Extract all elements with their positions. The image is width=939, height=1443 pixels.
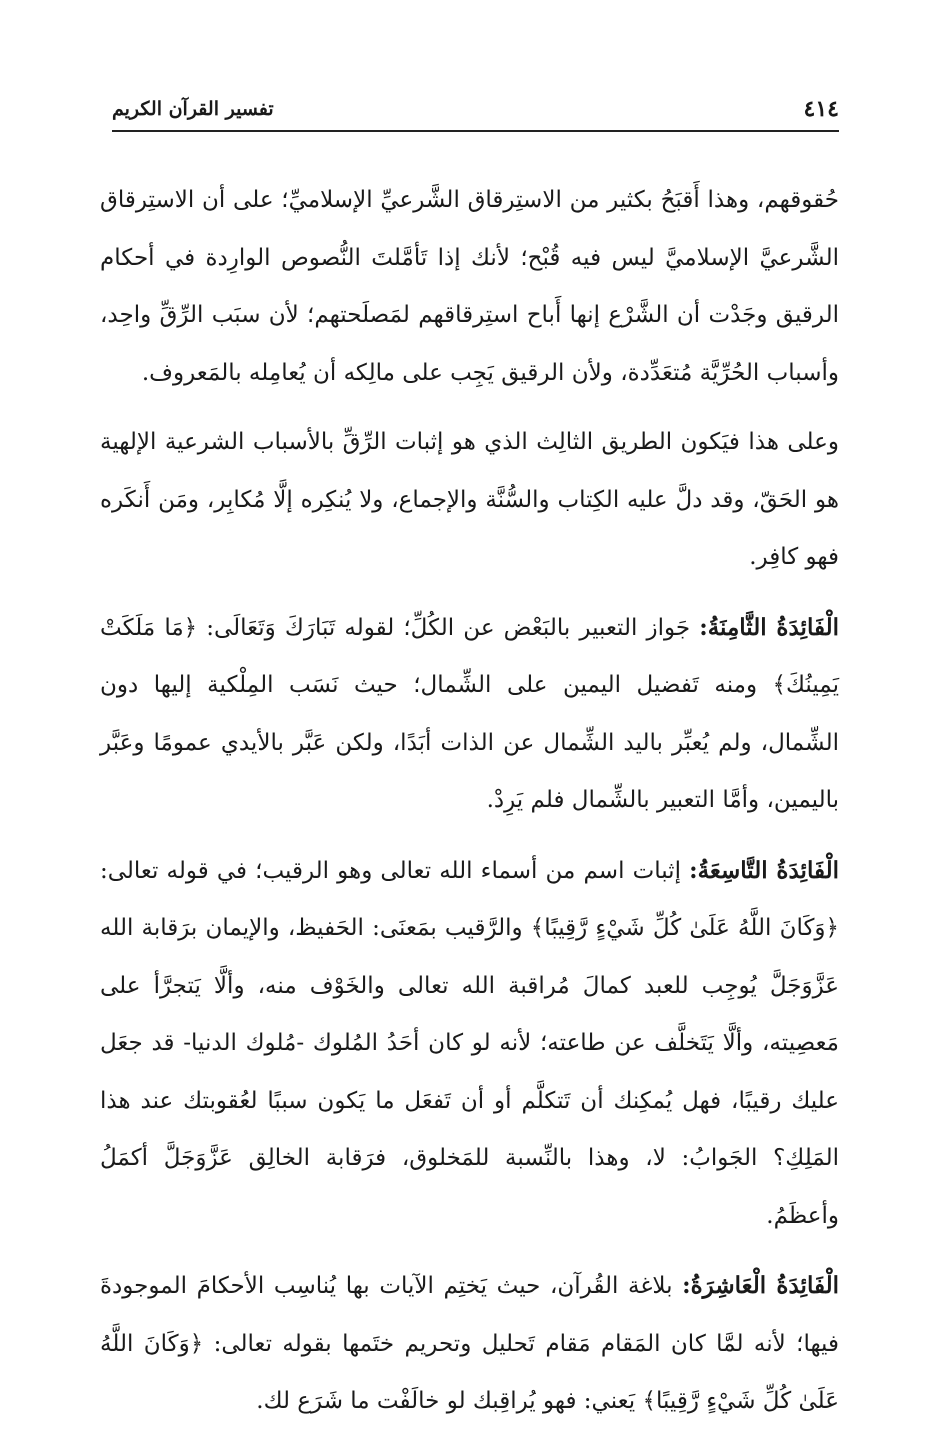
benefit-heading: الْفَائِدَةُ الْعَاشِرَةُ: [682, 1272, 839, 1299]
page-number: ٤١٤ [803, 96, 839, 122]
paragraph-text: حُقوقهم، وهذا أَقبَحُ بكثير من الاستِرقاق الشَّرعيِّ الإسلاميِّ؛ على أن الاستِرقاق الشَّرعيَّ الإسلاميَّ ليس فيه قُبْح؛ لأنك إذا تَأمَّلتَ النُّصوص الوارِدة في أحكام الرقيق وجَدْت أن الشَّرْع إنها أَباح استِرقاقهم لمَصلَحتهم؛ لأن سبَب الرِّقِّ واحِد، وأسباب الحُرِّيَّة مُتعَدِّدة، ولأن الرقيق يَجِب على مالِكه أن يُعامِله بالمَعروف. [100, 187, 839, 386]
benefit-heading: الْفَائِدَةُ التَّاسِعَةُ: [689, 856, 839, 884]
paragraph-text: وعلى هذا فيَكون الطريق الثالِث الذي هو إثبات الرِّقِّ بالأسباب الشرعية الإلهية هو الحَقّ، وقد دلَّ عليه الكِتاب والسُّنَّة والإجماع، ولا يُنكِره إلَّا مُكابِر، ومَن أَنكَره فهو كافِر. [100, 429, 839, 570]
paragraph [100, 414, 839, 587]
page-body [100, 172, 839, 1443]
paragraph-text: بلاغة القُرآن، حيث يَختِم الآيات بها يُناسِب الأحكامَ الموجودةَ فيها؛ لأنه لمَّا كان المَقام مَقام تَحليل وتحريم ختَمها بقوله تعالى: ﴿وَكَانَ اللَّهُ عَلَىٰ كُلِّ شَيْءٍ رَّقِيبًا﴾ يَعني: فهو يُراقِبك لو خالَفْت ما شَرَع لك. [100, 1273, 839, 1414]
benefit-heading: الْفَائِدَةُ الثَّامِنَةُ: [699, 613, 839, 641]
paragraph [100, 172, 839, 402]
paragraph [100, 599, 839, 830]
paragraph-text: إثبات اسم من أسماء الله تعالى وهو الرقيب؛ في قوله تعالى: ﴿وَكَانَ اللَّهُ عَلَىٰ كُلِّ شَيْءٍ رَّقِيبًا﴾ والرَّقيب بمَعنَى: الحَفيظ، والإيمان برَقابة الله عَزَّوَجَلَّ يُوجِب للعبد كمالَ مُراقبة الله تعالى والخَوْف منه، وألَّا يَتجرَّأ على مَعصِيته، وألَّا يَتَخلَّف عن طاعته؛ لأنه لو كان أحَدُ المُلوك -مُلوك الدنيا- قد جعَل عليك رقيبًا، فهل يُمكِنك أن تَتكلَّم أو أن تَفعَل ما يَكون سببًا لعُقوبتك عند هذا المَلِكِ؟ الجَوابُ: لا، وهذا بالنِّسبة للمَخلوق، فرَقابة الخالِق عَزَّوَجَلَّ أكمَلُ وأعظَمُ. [100, 857, 839, 1229]
paragraph-text: جَواز التعبير بالبَعْض عن الكُلِّ؛ لقوله تَبَارَكَ وَتَعَالَى: ﴿مَا مَلَكَتْ يَمِينُكَ﴾ ومنه تَفضيل اليمين على الشِّمال؛ حيث نَسَب المِلْكية إليها دون الشِّمال، ولم يُعبِّر باليد الشِّمال عن الذات أبَدًا، ولكن عَبَّر بالأيدي عمومًا وعَبَّر باليمين، وأمَّا التعبير بالشِّمال فلم يَرِدْ. [100, 614, 839, 813]
header-rule [112, 130, 839, 132]
paragraph [100, 842, 839, 1246]
page-header [112, 96, 839, 132]
running-title: تفسير القرآن الكريم [112, 98, 274, 120]
paragraph [100, 1257, 839, 1431]
